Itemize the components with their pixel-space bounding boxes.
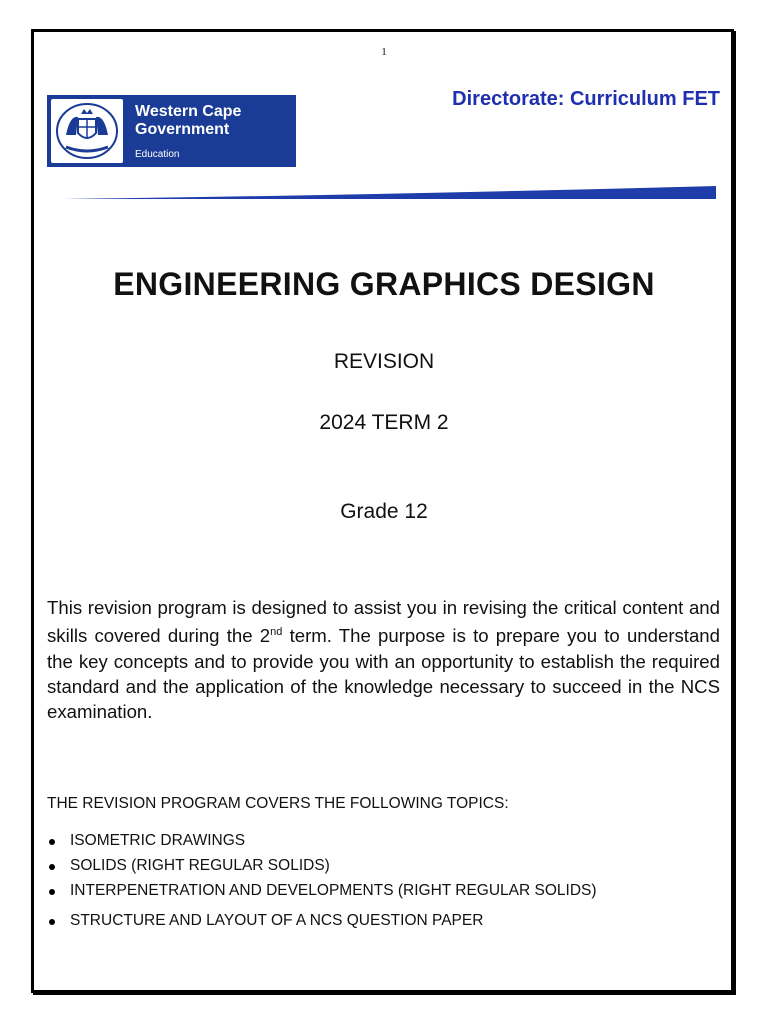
- directorate-heading: Directorate: Curriculum FET: [452, 88, 720, 110]
- topic-item: ISOMETRIC DRAWINGS: [47, 832, 597, 857]
- logo-text: [135, 103, 241, 160]
- intro-text-end: term. The purpose is to prepare you to understand the key concepts and to provide you with an opportunity to establish the required standard and the application of the knowledge necessary to succeed in the NCS examination.: [47, 625, 720, 723]
- logo-line-government: Government: [135, 120, 230, 138]
- topic-item: STRUCTURE AND LAYOUT OF A NCS QUESTION PAPER: [47, 912, 597, 937]
- intro-paragraph: [47, 595, 720, 725]
- western-cape-government-logo: [47, 95, 296, 167]
- grade-label: Grade 12: [340, 500, 428, 523]
- subtitle-revision: REVISION: [333, 350, 435, 373]
- topics-heading: THE REVISION PROGRAM COVERS THE FOLLOWING TOPICS:: [47, 795, 509, 812]
- blue-swoosh-divider: [64, 183, 716, 201]
- topic-item: SOLIDS (RIGHT REGULAR SOLIDS): [47, 857, 597, 882]
- intro-superscript: nd: [270, 626, 283, 639]
- document-title: ENGINEERING GRAPHICS DESIGN: [113, 266, 655, 302]
- intro-text-start: This revision program is designed to assist you in revising the critical content and skills covered during the 2: [47, 597, 720, 647]
- term-label: 2024 TERM 2: [319, 411, 449, 434]
- topics-list: [47, 832, 597, 937]
- topic-item: INTERPENETRATION AND DEVELOPMENTS (RIGHT REGULAR SOLIDS): [47, 882, 597, 907]
- page-number: 1: [381, 46, 387, 58]
- logo-line-western-cape: Western Cape: [135, 102, 242, 120]
- logo-line-education: Education: [135, 148, 180, 160]
- coat-of-arms-icon: [51, 99, 123, 163]
